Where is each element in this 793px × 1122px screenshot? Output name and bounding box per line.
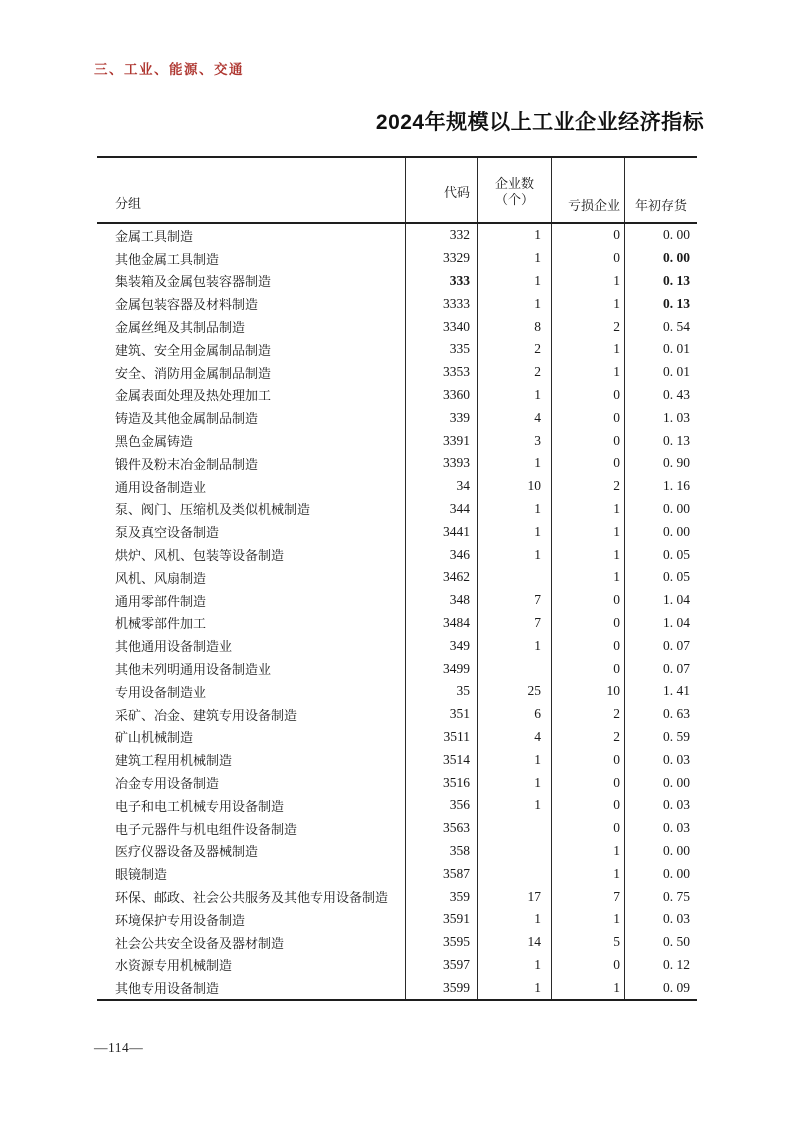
cell-group: 采矿、冶金、建筑专用设备制造 [115,707,298,723]
cell-loss: 0 [551,429,624,452]
cell-loss: 1 [551,292,624,315]
cell-loss: 0 [551,224,624,247]
table-row [97,976,697,999]
column-header-enterprise-count-line2: （个） [494,192,534,207]
cell-count: 1 [477,634,551,657]
column-header-enterprise-count [477,158,551,222]
cell-inventory: 1. 41 [624,680,697,703]
cell-count: 7 [477,612,551,635]
cell-group: 建筑工程用机械制造 [115,753,233,769]
table-row [97,543,697,566]
cell-code: 3597 [405,954,477,977]
cell-inventory: 0. 05 [624,543,697,566]
cell-count: 1 [477,247,551,270]
cell-loss: 1 [551,908,624,931]
table-row [97,247,697,270]
cell-inventory: 0. 54 [624,315,697,338]
cell-group: 铸造及其他金属制品制造 [115,411,259,427]
cell-group: 眼镜制造 [115,867,168,883]
cell-loss: 5 [551,931,624,954]
cell-inventory: 0. 12 [624,954,697,977]
cell-count [477,862,551,885]
cell-loss: 2 [551,726,624,749]
table-row [97,384,697,407]
cell-code: 3441 [405,520,477,543]
cell-loss: 1 [551,520,624,543]
cell-group: 金属包装容器及材料制造 [115,297,259,313]
cell-count: 6 [477,703,551,726]
cell-code: 3340 [405,315,477,338]
table-row [97,566,697,589]
cell-loss: 0 [551,794,624,817]
cell-code: 3595 [405,931,477,954]
cell-inventory: 0. 09 [624,976,697,999]
cell-code: 35 [405,680,477,703]
cell-count: 1 [477,771,551,794]
cell-code: 3599 [405,976,477,999]
cell-group: 水资源专用机械制造 [115,958,233,974]
cell-group: 机械零部件加工 [115,616,207,632]
table-row [97,270,697,293]
cell-count: 17 [477,885,551,908]
cell-code: 3591 [405,908,477,931]
cell-code: 3587 [405,862,477,885]
page-number: —114— [94,1040,144,1055]
cell-loss: 0 [551,247,624,270]
cell-group: 社会公共安全设备及器材制造 [115,935,285,951]
cell-code: 344 [405,498,477,521]
cell-loss: 0 [551,817,624,840]
column-header-loss-enterprises: 亏损企业 [551,158,624,222]
cell-code: 3353 [405,361,477,384]
cell-count: 4 [477,406,551,429]
table-row [97,862,697,885]
cell-inventory: 0. 03 [624,817,697,840]
cell-inventory: 0. 00 [624,520,697,543]
table-row [97,634,697,657]
column-header-code: 代码 [405,158,477,222]
table-row [97,315,697,338]
cell-group: 建筑、安全用金属制品制造 [115,342,272,358]
table-row [97,292,697,315]
cell-inventory: 0. 07 [624,657,697,680]
cell-loss: 1 [551,338,624,361]
cell-group: 专用设备制造业 [115,684,207,700]
cell-count: 1 [477,498,551,521]
cell-count: 7 [477,589,551,612]
cell-code: 3563 [405,817,477,840]
cell-inventory: 0. 07 [624,634,697,657]
cell-count: 1 [477,748,551,771]
cell-count: 14 [477,931,551,954]
cell-loss: 1 [551,361,624,384]
cell-group: 其他专用设备制造 [115,981,220,997]
cell-inventory: 1. 04 [624,612,697,635]
cell-loss: 0 [551,657,624,680]
cell-group: 泵、阀门、压缩机及类似机械制造 [115,502,311,518]
table-row [97,475,697,498]
cell-group: 锻件及粉末冶金制品制造 [115,456,259,472]
cell-count: 1 [477,976,551,999]
cell-code: 3516 [405,771,477,794]
cell-loss: 7 [551,885,624,908]
cell-group: 金属工具制造 [115,228,194,244]
cell-count: 1 [477,954,551,977]
table-row [97,840,697,863]
table-row [97,931,697,954]
cell-loss: 0 [551,612,624,635]
table-row [97,406,697,429]
cell-inventory: 0. 59 [624,726,697,749]
table-body [97,224,697,999]
cell-loss: 0 [551,384,624,407]
cell-code: 3462 [405,566,477,589]
cell-code: 3329 [405,247,477,270]
table-row [97,612,697,635]
cell-inventory: 0. 00 [624,840,697,863]
table-row [97,885,697,908]
cell-count [477,840,551,863]
cell-loss: 1 [551,862,624,885]
cell-count: 1 [477,794,551,817]
page-title: 2024年规模以上工业企业经济指标 [375,111,705,134]
cell-group: 烘炉、风机、包装等设备制造 [115,548,285,564]
cell-inventory: 1. 16 [624,475,697,498]
cell-count: 1 [477,292,551,315]
cell-code: 3511 [405,726,477,749]
cell-count: 3 [477,429,551,452]
table-row [97,498,697,521]
table-row [97,703,697,726]
table-row [97,224,697,247]
cell-code: 356 [405,794,477,817]
cell-count: 1 [477,384,551,407]
table-row [97,794,697,817]
column-header-enterprise-count-line1: 企业数 [494,176,534,191]
table-row [97,338,697,361]
cell-group: 风机、风扇制造 [115,570,207,586]
cell-count: 8 [477,315,551,338]
cell-code: 3391 [405,429,477,452]
cell-loss: 0 [551,771,624,794]
column-header-group: 分组 [115,196,142,211]
cell-inventory: 0. 01 [624,361,697,384]
cell-code: 348 [405,589,477,612]
cell-inventory: 0. 03 [624,748,697,771]
cell-loss: 0 [551,954,624,977]
cell-code: 3360 [405,384,477,407]
cell-inventory: 0. 90 [624,452,697,475]
cell-group: 金属表面处理及热处理加工 [115,388,272,404]
cell-loss: 2 [551,703,624,726]
cell-code: 333 [405,270,477,293]
cell-count: 1 [477,224,551,247]
table-row [97,361,697,384]
cell-count: 2 [477,338,551,361]
cell-inventory: 1. 03 [624,406,697,429]
cell-inventory: 0. 13 [624,270,697,293]
cell-count [477,657,551,680]
cell-inventory: 1. 04 [624,589,697,612]
cell-count: 1 [477,520,551,543]
cell-count: 2 [477,361,551,384]
cell-code: 358 [405,840,477,863]
table-row [97,908,697,931]
cell-count: 1 [477,452,551,475]
section-header: 三、工业、能源、交通 [94,62,244,77]
cell-inventory: 0. 50 [624,931,697,954]
cell-group: 安全、消防用金属制品制造 [115,365,272,381]
table-row [97,589,697,612]
cell-inventory: 0. 43 [624,384,697,407]
table-row [97,429,697,452]
cell-code: 359 [405,885,477,908]
cell-loss: 1 [551,543,624,566]
cell-code: 34 [405,475,477,498]
cell-code: 332 [405,224,477,247]
cell-count: 10 [477,475,551,498]
cell-group: 其他未列明通用设备制造业 [115,662,272,678]
cell-group: 医疗仪器设备及器械制造 [115,844,259,860]
table-row [97,954,697,977]
cell-loss: 2 [551,475,624,498]
table-row [97,771,697,794]
cell-group: 其他金属工具制造 [115,251,220,267]
table-row [97,748,697,771]
cell-inventory: 0. 13 [624,292,697,315]
cell-count: 1 [477,543,551,566]
cell-code: 346 [405,543,477,566]
cell-group: 集装箱及金属包装容器制造 [115,274,272,290]
cell-count: 1 [477,908,551,931]
cell-count: 4 [477,726,551,749]
column-header-beginning-inventory: 年初存货 [624,158,697,222]
cell-inventory: 0. 00 [624,224,697,247]
cell-loss: 10 [551,680,624,703]
cell-code: 335 [405,338,477,361]
table-header-row [97,158,697,224]
cell-inventory: 0. 00 [624,862,697,885]
cell-inventory: 0. 63 [624,703,697,726]
table-row [97,520,697,543]
cell-group: 黑色金属铸造 [115,434,194,450]
cell-group: 矿山机械制造 [115,730,194,746]
cell-loss: 2 [551,315,624,338]
cell-code: 3514 [405,748,477,771]
cell-code: 3393 [405,452,477,475]
cell-group: 电子和电工机械专用设备制造 [115,798,285,814]
table-row [97,817,697,840]
cell-inventory: 0. 00 [624,247,697,270]
cell-count: 25 [477,680,551,703]
cell-inventory: 0. 03 [624,908,697,931]
cell-loss: 1 [551,976,624,999]
cell-inventory: 0. 00 [624,771,697,794]
cell-inventory: 0. 03 [624,794,697,817]
table-row [97,657,697,680]
cell-loss: 0 [551,452,624,475]
cell-count: 1 [477,270,551,293]
cell-code: 339 [405,406,477,429]
cell-code: 349 [405,634,477,657]
cell-group: 其他通用设备制造业 [115,639,233,655]
cell-group: 金属丝绳及其制品制造 [115,320,246,336]
cell-loss: 1 [551,566,624,589]
cell-inventory: 0. 75 [624,885,697,908]
cell-inventory: 0. 00 [624,498,697,521]
table-row [97,452,697,475]
cell-loss: 0 [551,406,624,429]
cell-loss: 0 [551,748,624,771]
table-row [97,680,697,703]
cell-count [477,817,551,840]
cell-code: 3333 [405,292,477,315]
cell-group: 泵及真空设备制造 [115,525,220,541]
cell-group: 冶金专用设备制造 [115,776,220,792]
cell-loss: 0 [551,634,624,657]
cell-code: 3499 [405,657,477,680]
cell-code: 351 [405,703,477,726]
cell-group: 通用设备制造业 [115,479,207,495]
cell-inventory: 0. 01 [624,338,697,361]
cell-code: 3484 [405,612,477,635]
cell-group: 环保、邮政、社会公共服务及其他专用设备制造 [115,890,389,905]
cell-group: 环境保护专用设备制造 [115,912,246,928]
cell-group: 通用零部件制造 [115,593,207,609]
cell-count [477,566,551,589]
cell-loss: 1 [551,498,624,521]
cell-loss: 1 [551,270,624,293]
cell-inventory: 0. 13 [624,429,697,452]
cell-group: 电子元器件与机电组件设备制造 [115,821,298,837]
cell-loss: 0 [551,589,624,612]
cell-inventory: 0. 05 [624,566,697,589]
table-row [97,726,697,749]
cell-loss: 1 [551,840,624,863]
statistics-table [97,156,697,1001]
